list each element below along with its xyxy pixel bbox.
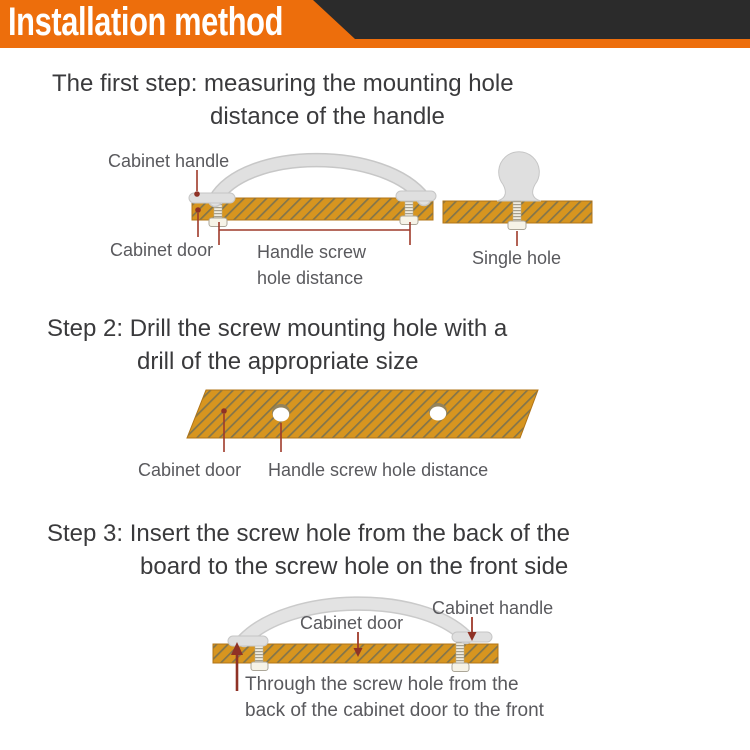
header-banner (0, 0, 750, 48)
label-screw-distance-line1: Handle screw (257, 242, 367, 262)
label-handle-screw-hole-distance (257, 239, 366, 291)
label-through-line2: back of the cabinet door to the front (245, 700, 544, 721)
cabinet-handle-pointer-icon (194, 170, 200, 197)
label-cabinet-door: Cabinet door (300, 613, 404, 633)
label-single-hole: Single hole (472, 248, 562, 268)
label-through-line1: Through the screw hole from the (245, 674, 519, 695)
through-hole-arrow-icon (231, 642, 243, 691)
page-title: Installation method (8, 0, 284, 44)
knob-illustration (497, 152, 541, 246)
label-through-screw-hole (245, 672, 544, 724)
cabinet-door-board-illustration (192, 198, 433, 220)
label-screw-distance-line2: hole distance (257, 268, 364, 288)
screw-icon (251, 633, 469, 672)
cabinet-door-pointer-icon (354, 632, 363, 657)
step2-heading-line1: Step 2: Drill the screw mounting hole with a (47, 315, 508, 342)
screw-icon (209, 193, 418, 227)
step3-heading-line1: Step 3: Insert the screw hole from the back of the (47, 520, 570, 547)
step1-heading-line1: The first step: measuring the mounting hole (52, 70, 514, 97)
label-cabinet-door: Cabinet door (138, 460, 242, 480)
step1-heading-line2: distance of the handle (210, 103, 445, 130)
label-cabinet-handle: Cabinet handle (108, 151, 230, 171)
drilled-hole-icon (272, 403, 447, 422)
banner-dark-shape (313, 0, 750, 39)
step2-heading-line2: drill of the appropriate size (137, 348, 419, 375)
cabinet-door-pointer-icon (195, 207, 201, 237)
label-handle-screw-hole-distance: Handle screw hole distance (268, 460, 489, 480)
single-hole-board-illustration (443, 201, 592, 223)
label-cabinet-door: Cabinet door (110, 240, 214, 260)
step3-heading-line2: board to the screw hole on the front side (140, 553, 569, 580)
step1-diagram (189, 152, 592, 246)
cabinet-door-board-illustration (213, 644, 498, 663)
step2-diagram (187, 390, 538, 452)
label-cabinet-handle: Cabinet handle (432, 598, 554, 618)
cabinet-door-pointer-icon (221, 408, 227, 452)
drilled-board-illustration (187, 390, 538, 438)
cabinet-handle-pointer-icon (468, 617, 477, 641)
